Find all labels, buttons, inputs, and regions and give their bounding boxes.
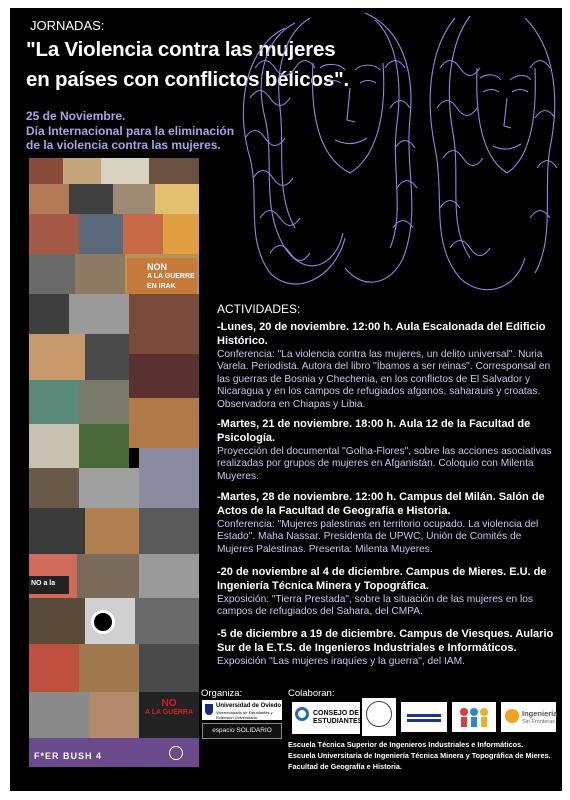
poster	[10, 8, 562, 791]
ring-icon	[295, 707, 309, 721]
school-item: Escuela Universitaria de Ingeniería Técnica Minera y Topográfica de Mieres.	[288, 750, 551, 760]
no-a-la-sign	[29, 576, 69, 594]
title-line-2: en países con conflictos bélicos".	[26, 68, 350, 91]
activity-body: Proyección del documental "Golha-Flores", sobre las acciones asociativas realizadas por grupos de mujeres en Afganistán. Coloquio con Milenta Muyeres.	[217, 445, 552, 482]
poster-label: JORNADAS:	[30, 18, 105, 33]
no-guerra-text-1: NO	[161, 698, 177, 709]
school-item: Escuela Técnica Superior de Ingenieros Industriales e Informáticos.	[288, 740, 524, 749]
schools-list	[288, 740, 551, 772]
consejo-text-1: CONSEJO DE	[313, 710, 359, 717]
colaboran-label: Colaboran:	[288, 688, 335, 699]
title-line-1: "La Violencia contra las mujeres	[26, 38, 336, 61]
activity-title: -Martes, 28 de noviembre. 12:00 h. Campus del Milán. Salón de Actos de la Facultad de Geografía e Historia.	[217, 491, 545, 517]
school-item: Facultad de Geografía e Historia.	[288, 761, 402, 771]
peace-sign-icon	[169, 746, 183, 760]
organiza-label: Organiza:	[201, 688, 243, 699]
activity-body: Conferencia: "La violencia contra las mujeres, un delito universal". Nuria Varela. Periodista. Autora del libro "Íbamos a ser reinas". Corresponsal en las guerras de Bosnia y Chechenia, en los conflictos de El Salvador y Nicaragua y en los campos de refugiados afganos, saharauis y croatas. Observadora en Chiapas y Libia.	[217, 348, 551, 410]
institution-logo	[401, 702, 447, 732]
ingenieria-text-1: Ingeniería	[522, 709, 558, 718]
activities-heading: ACTIVIDADES:	[217, 302, 301, 316]
subtitle-line-3: de la violencia contra las mujeres.	[26, 138, 221, 152]
figures-icon	[452, 702, 496, 732]
activity-item	[217, 491, 557, 556]
poster-subtitle	[26, 109, 234, 153]
activity-body: Exposición "Las mujeres iraquíes y la guerra", del IAM.	[217, 655, 465, 667]
activity-title: -Martes, 21 de noviembre. 18:00 h. Aula 12 de la Facultad de Psicología.	[217, 418, 531, 444]
activity-item	[217, 418, 557, 483]
bottom-strip-text: F*ER BUSH 4	[34, 751, 103, 761]
activity-title: -5 de diciembre a 19 de diciembre. Campus de Viesques. Aulario Sur de la E.T.S. de Ingenieros Industriales e Informáticos.	[217, 628, 554, 654]
non-guerre-text-2: A LA GUERRE	[147, 273, 195, 280]
subtitle-line-2: Día Internacional para la eliminación	[26, 123, 235, 138]
no-a-la-text: NO a la	[31, 580, 56, 587]
non-guerre-text-1: NON	[147, 262, 167, 272]
no-guerra-sign	[139, 692, 199, 738]
activity-item	[217, 628, 557, 668]
ingenieria-text-2: Sin Fronteras	[522, 719, 556, 725]
non-guerre-sign	[127, 258, 197, 294]
activity-item	[217, 321, 557, 412]
activity-body: Exposición: "Tierra Prestada", sobre la situación de las mujeres en los campos de refugiados del Sahara, del CMPA.	[217, 593, 534, 618]
shield-icon	[205, 704, 213, 715]
activity-body: Conferencia: "Mujeres palestinas en territorio ocupado. La violencia del Estado". Maha Nassar. Presidenta de UPWC, Unión de Comités de Mujeres Palestinas. Presenta: Milenta Muyeres.	[217, 518, 539, 555]
activity-item	[217, 566, 557, 619]
event-date: 25 de Noviembre.	[26, 109, 126, 123]
universidad-oviedo-logo	[202, 700, 282, 720]
seal-icon	[366, 701, 392, 727]
no-symbol-icon	[91, 610, 115, 634]
photo-collage	[29, 158, 199, 767]
uniovi-sub: Vicerrectorado de Estudiantes y Extensión Universitaria	[216, 710, 273, 720]
ingenieria-sin-fronteras-logo	[501, 702, 556, 732]
uniovi-name: Universidad de Oviedo	[216, 703, 282, 709]
non-guerre-text-3: EN IRAK	[147, 283, 176, 290]
scribble-women-faces-illustration	[225, 8, 562, 300]
seal-logo	[362, 698, 396, 736]
activity-title: -Lunes, 20 de noviembre. 12:00 h. Aula Escalonada del Edificio Histórico.	[217, 321, 546, 347]
consejo-estudiantes-logo	[292, 702, 363, 734]
no-guerra-text-2: A LA GUERRA	[144, 709, 194, 716]
espacio-solidario-logo: espacio SOLIDARIO	[202, 723, 282, 739]
activity-title: -20 de noviembre al 4 de diciembre. Campus de Mieres. E.U. de Ingeniería Técnica Minera y Topográfica.	[217, 566, 547, 592]
colorful-logo	[452, 702, 496, 732]
sun-icon	[505, 709, 519, 723]
consejo-text-2: ESTUDIANTES	[313, 718, 363, 725]
